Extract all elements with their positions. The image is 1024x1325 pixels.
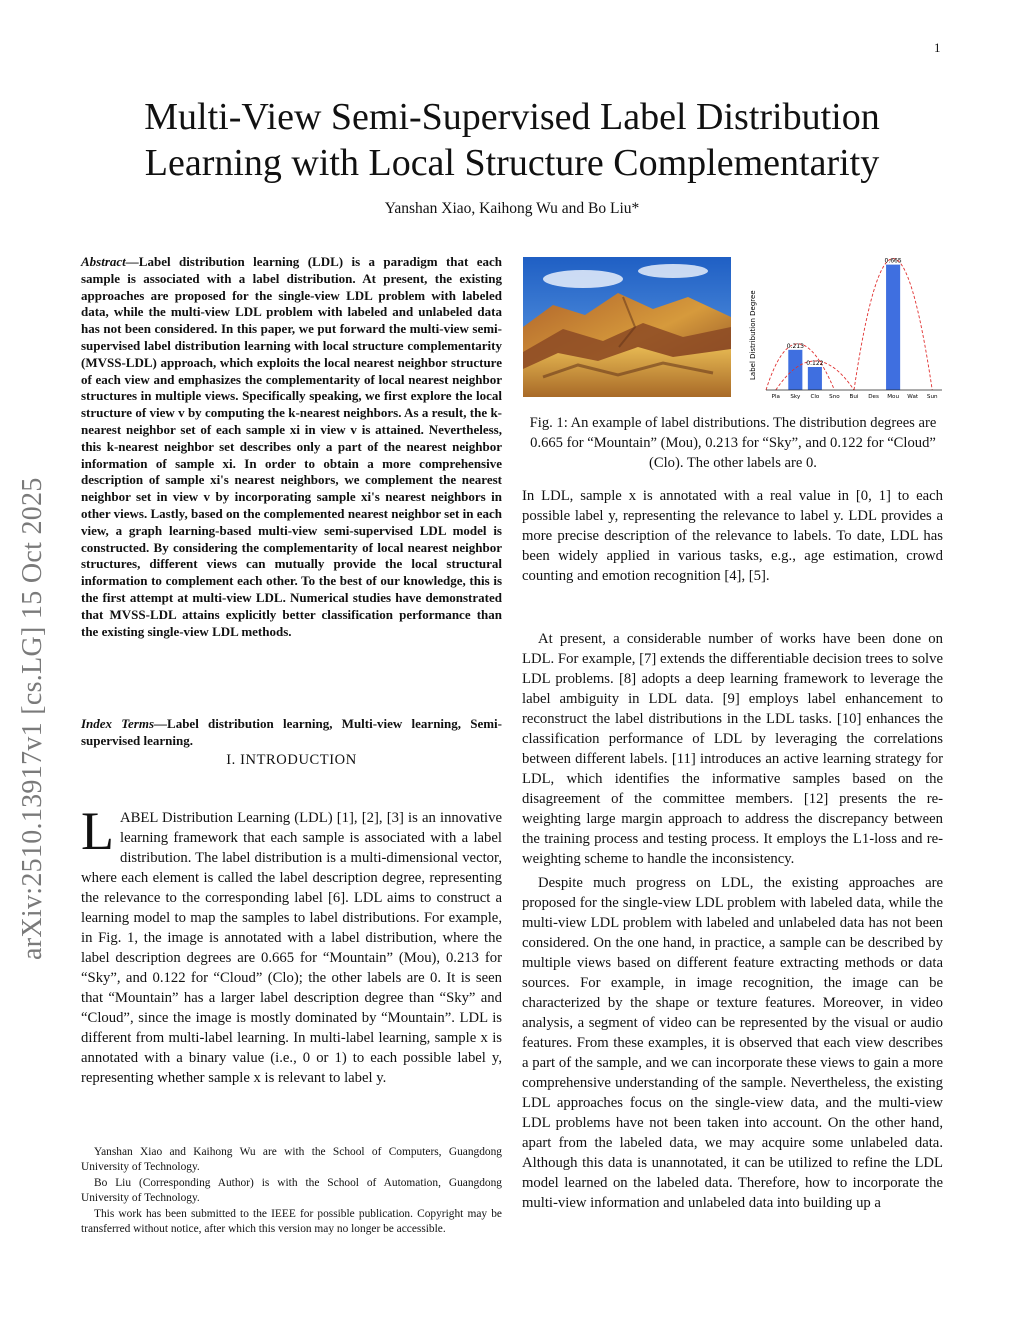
chart-tick-label-mou: Mou	[887, 394, 900, 400]
abstract-body: Label distribution learning (LDL) is a paradigm that each sample is associated with a label distribution. At present, the existing approaches are proposed for the single-view LDL problem with labeled data, while the multi-view LDL problem with labeled and unlabeled data has not been considered. In this paper, we put forward the multi-view semi-supervised label distribution learning with local structure complementarity (MVSS-LDL) approach, which exploits the local nearest neighbor structure of each view and emphasizes the complementarity of local nearest neighbor structures in multiple views. Specifically speaking, we first explore the local structure of view v by computing the k-nearest neighbors. As a result, the k-nearest neighbor set of each sample xi in view v is attained. Nevertheless, this k-nearest neighbor set describes only a part of the nearest neighbor information of sample xi. In order to obtain a more comprehensive description of sample xi's nearest neighbors, we complement the nearest neighbor set in view v by incorporating sample xi's nearest neighbors in other views. Lastly, based on the complemented nearest neighbor set in each view, a graph learning-based multi-view semi-supervised LDL model is constructed. By considering the complementarity of local nearest neighbor structures, different views can mutually provide the local structural information to complement each other. To the best of our knowledge, this is the first attempt at multi-view LDL. Numerical studies have demonstrated that MVSS-LDL attains explicitly better classification performance than the existing single-view LDL methods.	[81, 254, 502, 639]
chart-svg	[746, 250, 944, 406]
title-line-1: Multi-View Semi-Supervised Label Distribution	[144, 96, 880, 138]
abstract-lead: Abstract—	[81, 254, 139, 269]
chart-tick-label-clo: Clo	[810, 394, 820, 400]
intro-paragraph	[81, 801, 502, 1088]
paragraph-related-work: At present, a considerable number of works have been done on LDL. For example, [7] extends the differentiable decision trees to solve LDL problems. [8] adopts a deep learning framework to leverage the label ambiguity in LDL data. [9] employs label enhancement to reconstruct the label distributions in the LDL tasks. [10] enhances the classification performance of LDL by leveraging the correlations between different labels. [11] introduces an active learning strategy for LDL, which identifies the informative samples based on the disagreement of the committee members. [12] presents the re-weighting large margin approach to address the discrepancy between the training process and testing process. It employs the L1-loss and re-weighting scheme to handle the inconsistency.	[522, 631, 943, 867]
index-terms	[81, 716, 502, 750]
chart-tick-label-des: Des	[868, 394, 879, 400]
index-terms-lead: Index Terms—	[81, 716, 168, 731]
paper-title	[80, 94, 944, 186]
index-terms-body: Label distribution learning, Multi-view learning, Semi-supervised learning.	[81, 716, 502, 748]
chart-data-label-mou: 0.665	[884, 257, 902, 265]
paragraph-motivation: Despite much progress on LDL, the existing approaches are proposed for the single-view LDL problem with labeled data, while the multi-view LDL problem with labeled and unlabeled data has not been considered. On the one hand, in practice, a sample can be described by multiple views based on different feature extracting methods or data sources. For example, in image recognition, the image can be characterized by the shape or texture features. Moreover, in video analysis, a segment of video can be represented by the visual or audio features. From these examples, it is observed that each view describes a part of the sample, and we can incorporate these views to gain a more comprehensive understanding of the sample. Nevertheless, the existing LDL approaches focus on the single-view data, and the multi-view LDL problems have not been taken into account. On the other hand, apart from the labeled data, we may acquire some unlabeled data. Although this data is unannotated, it can be utilized to refine the LDL model learned on the labeled data. Therefore, how to incorporate the multi-view information and unlabeled data into building up a	[522, 875, 943, 1211]
chart-bar-mou	[886, 265, 900, 390]
footnote-copyright: This work has been submitted to the IEEE for possible publication. Copyright may be transferred without notice, after which this version may no longer be accessible.	[81, 1208, 502, 1235]
footnote-affiliation-1: Yanshan Xiao and Kaihong Wu are with the School of Computers, Guangdong University of Technology.	[81, 1146, 502, 1173]
chart-tick-label-bui: Bui	[849, 394, 859, 400]
chart-tick-label-sno: Sno	[829, 394, 840, 400]
authors: Yanshan Xiao, Kaihong Wu and Bo Liu*	[384, 200, 640, 217]
figure-mountain-photo	[523, 257, 731, 397]
chart-tick-label-sun: Sun	[926, 394, 938, 400]
chart-y-axis-label: Label Distribution Degree	[749, 290, 757, 380]
page-number: 1	[934, 40, 941, 55]
paragraph-ldl-definition: In LDL, sample x is annotated with a real value in [0, 1] to each possible label y, representing the relevance to label y. LDL provides a more precise description of the relevance to labels. To date, LDL has been widely applied in various tasks, e.g., age estimation, crowd counting and emotion recognition [4], [5].	[522, 488, 943, 584]
arxiv-stamp: arXiv:2510.13917v1 [cs.LG] 15 Oct 2025	[17, 477, 48, 960]
chart-data-label-clo: 0.122	[806, 359, 824, 367]
intro-paragraph-text: ABEL Distribution Learning (LDL) [1], [2], [3] is an innovative learning framework that each sample is associated with a label distribution. The label distribution is a multi-dimensional vector, where each element is called the label description degree, representing the relevance to the corresponding label [6]. LDL aims to construct a learning model to map the samples to label distributions. For example, in Fig. 1, the image is annotated with a label distribution, where the label description degrees are 0.665 for “Mountain” (Mou), 0.213 for “Sky”, and 0.122 for “Cloud” (Clo); the other labels are 0. It is seen that “Mountain” has a larger label description degree than “Sky” and “Cloud”, since the image is mostly dominated by “Mountain”. LDL is different from multi-label learning. In multi-label learning, sample x is annotated with a binary value (i.e., 0 or 1) to each possible label y, representing whether sample x is relevant to label y.	[81, 810, 502, 1086]
figure-caption: Fig. 1: An example of label distributions. The distribution degrees are 0.665 for “Mountain” (Mou), 0.213 for “Sky”, and 0.122 for “Cloud” (Clo). The other labels are 0.	[529, 415, 937, 471]
abstract	[81, 254, 502, 640]
chart-bar-sky	[788, 350, 802, 390]
footnotes	[81, 1145, 502, 1238]
label-distribution-chart	[746, 250, 944, 406]
title-line-2: Learning with Local Structure Complementarity	[144, 142, 880, 184]
chart-tick-label-wat: Wat	[907, 394, 919, 400]
footnote-affiliation-2: Bo Liu (Corresponding Author) is with the School of Automation, Guangdong University of Technology.	[81, 1177, 502, 1204]
chart-tick-label-sky: Sky	[790, 394, 801, 400]
mountain-landscape-image	[523, 257, 731, 397]
chart-data-label-sky: 0.213	[786, 342, 804, 350]
chart-tick-label-pla: Pla	[771, 394, 780, 400]
section-heading: I. INTRODUCTION	[226, 752, 357, 768]
drop-cap: L	[81, 801, 114, 861]
chart-bar-clo	[808, 367, 822, 390]
